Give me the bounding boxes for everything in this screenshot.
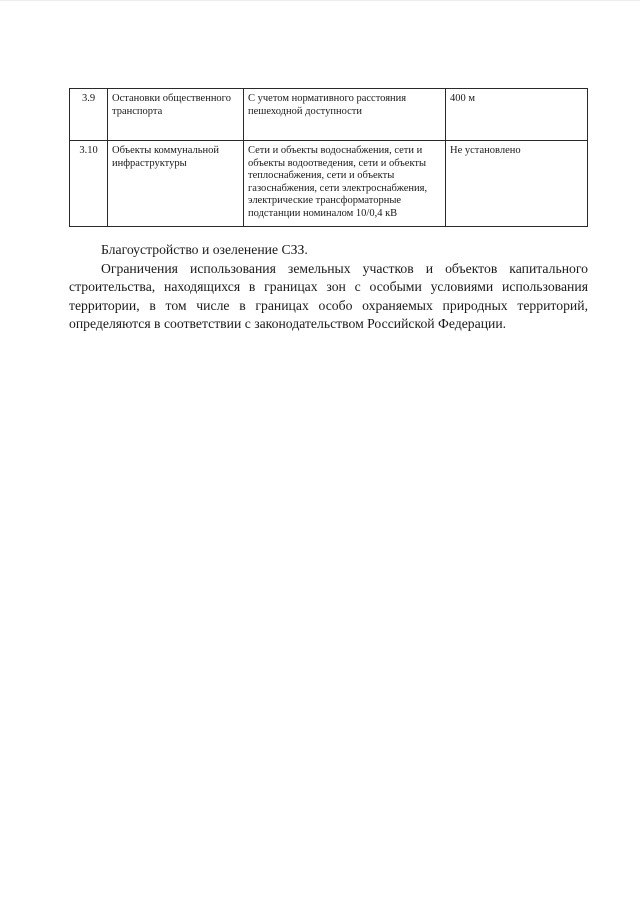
row-number: 3.10 [70,141,108,227]
row-description: Сети и объекты водоснабжения, сети и объекты водоотведения, сети и объекты теплоснабжения, сети и объекты газоснабжения, сети электроснабжения, электрические трансформаторные подстанции номиналом 10/0,4 кВ [244,141,446,227]
paragraph-landscaping: Благоустройство и озеленение СЗЗ. [101,242,308,257]
paragraph-restrictions: Ограничения использования земельных участков и объектов капитального строительства, находящихся в границах зон с особыми условиями использования территории, в том числе в границах особо охраняемых природных территорий, определяются в соответствии с законодательством Российской Федерации. [69,260,588,331]
row-number: 3.9 [70,89,108,141]
row-object: Остановки общественного транспорта [108,89,244,141]
row-object: Объекты коммунальной инфраструктуры [108,141,244,227]
zone-requirements-table [69,88,588,227]
row-value: 400 м [446,89,588,141]
row-description: С учетом нормативного расстояния пешеходной доступности [244,89,446,141]
row-value: Не установлено [446,141,588,227]
table-row [70,89,588,141]
table-row [70,141,588,227]
body-text [69,241,588,334]
